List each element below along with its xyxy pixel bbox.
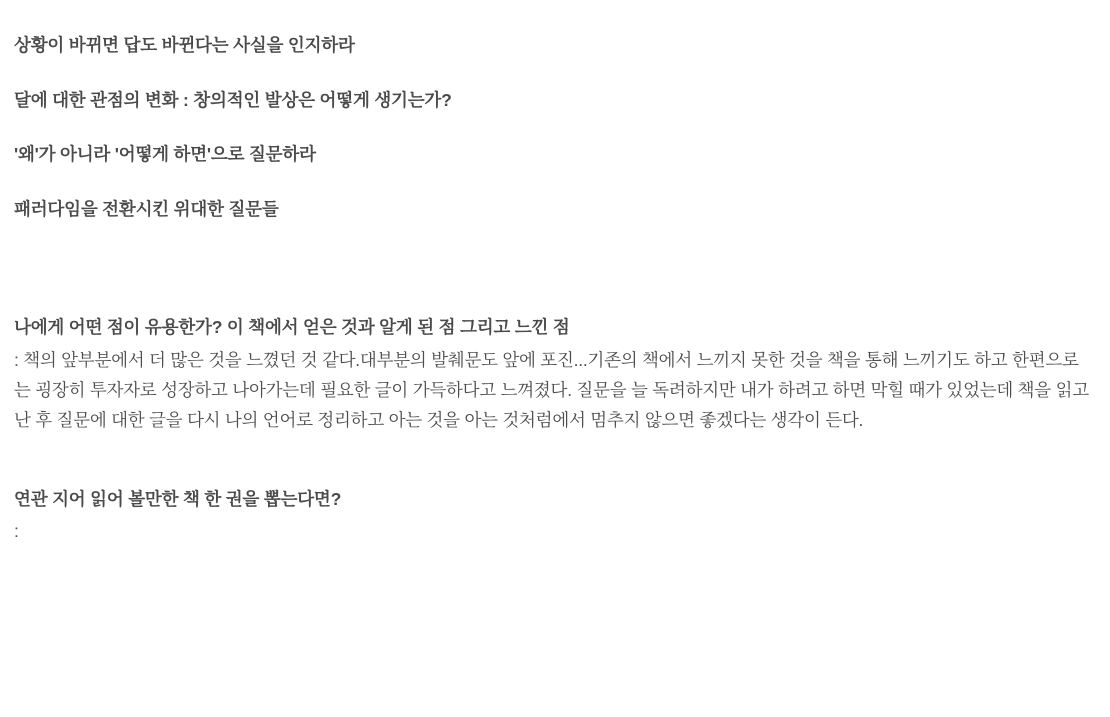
document-heading-4: 패러다임을 전환시킨 위대한 질문들 [14,198,279,219]
section-spacer [14,253,1092,315]
qa-answer-1: : 책의 앞부분에서 더 많은 것을 느꼈던 것 같다.대부분의 발췌문도 앞에 포진...기존의 책에서 느끼지 못한 것을 책을 통해 느끼기도 하고 한편으로는 굉장히 투자자로 성장하고 나아가는데 필요한 글이 가득하다고 느껴졌다. 질문을 늘 독려하지만 내가 하려고 하면 막힐 때가 있었는데 책을 읽고난 후 질문에 대한 글을 다시 나의 언어로 정리하고 아는 것을 아는 것처럼에서 멈추지 않으면 좋겠다는 생각이 든다. [14,350,1089,431]
qa-question-1: 나에게 어떤 점이 유용한가? 이 책에서 얻은 것과 알게 된 점 그리고 느낀 점 [14,316,570,337]
document-heading-3: '왜'가 아니라 '어떻게 하면'으로 질문하라 [14,144,316,165]
qa-block-2 [14,487,1092,544]
document-heading-2: 달에 대한 관점의 변화 : 창의적인 발상은 어떻게 생기는가? [14,89,452,110]
document-heading-1: 상황이 바뀌면 답도 바뀐다는 사실을 인지하라 [14,35,355,55]
qa-question-2: 연관 지어 읽어 볼만한 책 한 권을 뽑는다면? [14,489,342,510]
qa-answer-2: : [14,520,19,541]
qa-gap [14,435,1092,487]
qa-block-1 [14,315,1092,436]
